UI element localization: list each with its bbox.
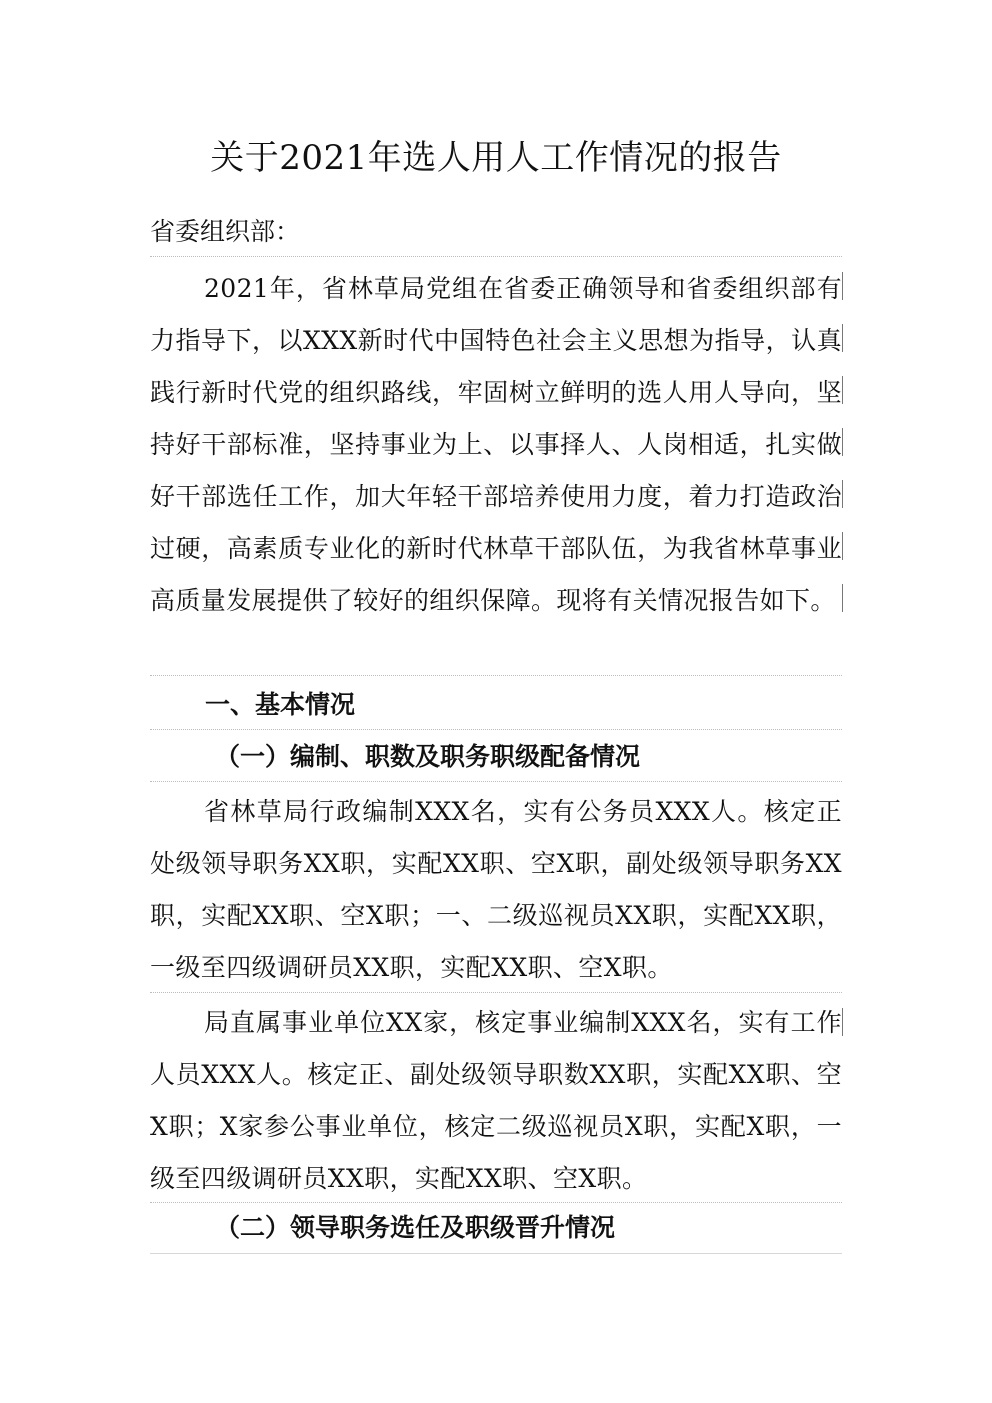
salutation: 省委组织部： bbox=[150, 217, 301, 246]
margin-mark bbox=[842, 480, 843, 508]
institutions-paragraph: 局直属事业单位XX家，核定事业编制XXX名，实有工作人员XXX人。核定正、副处级领导职数XX职，实配XX职、空X职；X家参公事业单位，核定二级巡视员X职，实配X职，一级至四级调研员XX职，实配XX职、空X职。 bbox=[150, 1008, 842, 1193]
paragraph-divider bbox=[150, 256, 842, 257]
margin-mark bbox=[842, 532, 843, 560]
section-heading: 一、基本情况 bbox=[205, 690, 356, 719]
report-title: 关于2021年选人用人工作情况的报告 bbox=[210, 138, 782, 178]
institutions-block bbox=[150, 997, 842, 1205]
paragraph-divider bbox=[150, 1202, 842, 1203]
margin-mark bbox=[842, 324, 843, 352]
margin-mark bbox=[842, 584, 843, 612]
intro-block bbox=[150, 263, 842, 627]
paragraph-divider bbox=[150, 781, 842, 782]
margin-mark bbox=[842, 1008, 843, 1036]
paragraph-divider bbox=[150, 729, 842, 730]
paragraph-divider bbox=[150, 675, 842, 676]
admin-staffing-block bbox=[150, 786, 842, 994]
margin-mark bbox=[842, 272, 843, 300]
subsection-heading: （一）编制、职数及职务职级配备情况 bbox=[215, 742, 641, 771]
subsection-heading: （二）领导职务选任及职级晋升情况 bbox=[215, 1213, 616, 1242]
admin-staffing-paragraph: 省林草局行政编制XXX名，实有公务员XXX人。核定正处级领导职务XX职，实配XX职、空X职，副处级领导职务XX职，实配XX职、空X职；一、二级巡视员XX职，实配XX职，一级至四级调研员XX职，实配XX职、空X职。 bbox=[150, 797, 842, 982]
paragraph-divider bbox=[150, 1253, 842, 1254]
margin-mark bbox=[842, 376, 843, 404]
paragraph-divider bbox=[150, 992, 842, 993]
intro-paragraph: 2021年，省林草局党组在省委正确领导和省委组织部有力指导下，以XXX新时代中国特色社会主义思想为指导，认真践行新时代党的组织路线，牢固树立鲜明的选人用人导向，坚持好干部标准，坚持事业为上、以事择人、人岗相适，扎实做好干部选任工作，加大年轻干部培养使用力度，着力打造政治过硬，高素质专业化的新时代林草干部队伍，为我省林草事业高质量发展提供了较好的组织保障。现将有关情况报告如下。 bbox=[150, 274, 842, 615]
margin-mark bbox=[842, 428, 843, 456]
